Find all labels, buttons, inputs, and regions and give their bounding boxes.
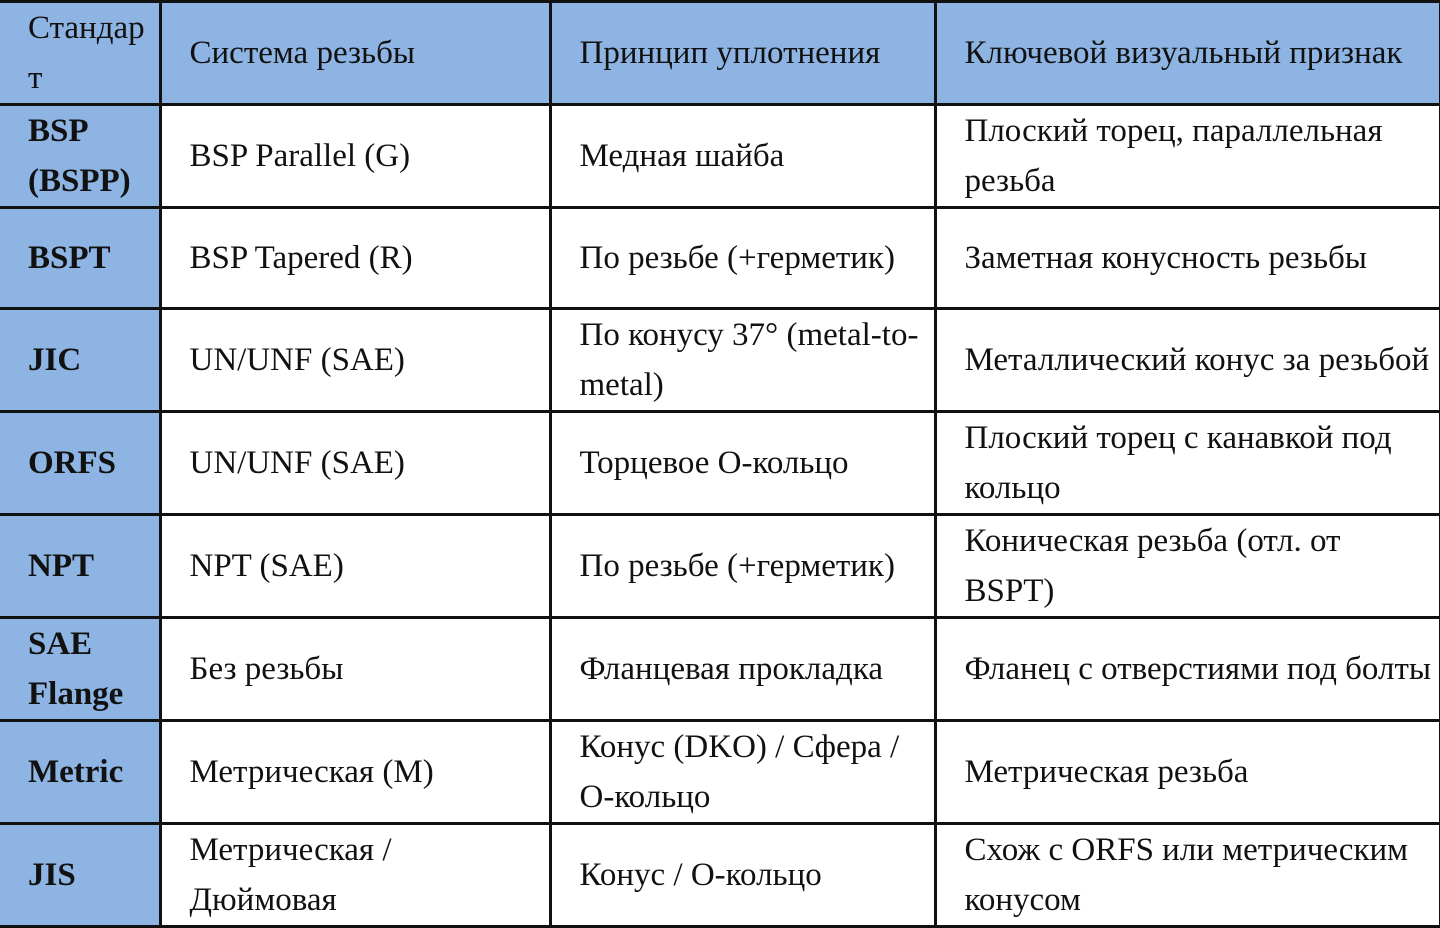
header-row	[0, 2, 1440, 105]
visual-feature-cell: Схож с ORFS или метрическим конусом	[935, 824, 1440, 927]
table-row	[0, 824, 1440, 927]
thread-system-cell: Метрическая (M)	[160, 721, 550, 824]
header-standard: Стандарт	[0, 2, 160, 105]
standard-cell: BSP (BSPP)	[0, 105, 160, 208]
table-row	[0, 309, 1440, 412]
sealing-principle-cell: Торцевое О-кольцо	[550, 412, 935, 515]
sealing-principle-cell: По резьбе (+герметик)	[550, 515, 935, 618]
sealing-principle-cell: По конусу 37° (metal-to-metal)	[550, 309, 935, 412]
thread-system-cell: UN/UNF (SAE)	[160, 309, 550, 412]
thread-system-cell: NPT (SAE)	[160, 515, 550, 618]
visual-feature-cell: Плоский торец с канавкой под кольцо	[935, 412, 1440, 515]
table-row	[0, 515, 1440, 618]
visual-feature-cell: Фланец с отверстиями под болты	[935, 618, 1440, 721]
standard-cell: SAE Flange	[0, 618, 160, 721]
visual-feature-cell: Коническая резьба (отл. от BSPT)	[935, 515, 1440, 618]
standard-cell: NPT	[0, 515, 160, 618]
standard-cell: JIC	[0, 309, 160, 412]
standard-cell: BSPT	[0, 208, 160, 309]
table-row	[0, 721, 1440, 824]
thread-system-cell: Метрическая / Дюймовая	[160, 824, 550, 927]
visual-feature-cell: Металлический конус за резьбой	[935, 309, 1440, 412]
sealing-principle-cell: Медная шайба	[550, 105, 935, 208]
table-row	[0, 618, 1440, 721]
header-sealing-principle: Принцип уплотнения	[550, 2, 935, 105]
visual-feature-cell: Плоский торец, параллельная резьба	[935, 105, 1440, 208]
header-visual-feature: Ключевой визуальный признак	[935, 2, 1440, 105]
sealing-principle-cell: Конус / О-кольцо	[550, 824, 935, 927]
thread-system-cell: UN/UNF (SAE)	[160, 412, 550, 515]
visual-feature-cell: Заметная конусность резьбы	[935, 208, 1440, 309]
thread-system-cell: BSP Parallel (G)	[160, 105, 550, 208]
table-row	[0, 105, 1440, 208]
thread-system-cell: BSP Tapered (R)	[160, 208, 550, 309]
sealing-principle-cell: По резьбе (+герметик)	[550, 208, 935, 309]
standard-cell: JIS	[0, 824, 160, 927]
standard-cell: ORFS	[0, 412, 160, 515]
table-row	[0, 208, 1440, 309]
visual-feature-cell: Метрическая резьба	[935, 721, 1440, 824]
standard-cell: Metric	[0, 721, 160, 824]
thread-system-cell: Без резьбы	[160, 618, 550, 721]
sealing-principle-cell: Фланцевая прокладка	[550, 618, 935, 721]
header-thread-system: Система резьбы	[160, 2, 550, 105]
table-row	[0, 412, 1440, 515]
sealing-principle-cell: Конус (DKO) / Сфера / О-кольцо	[550, 721, 935, 824]
